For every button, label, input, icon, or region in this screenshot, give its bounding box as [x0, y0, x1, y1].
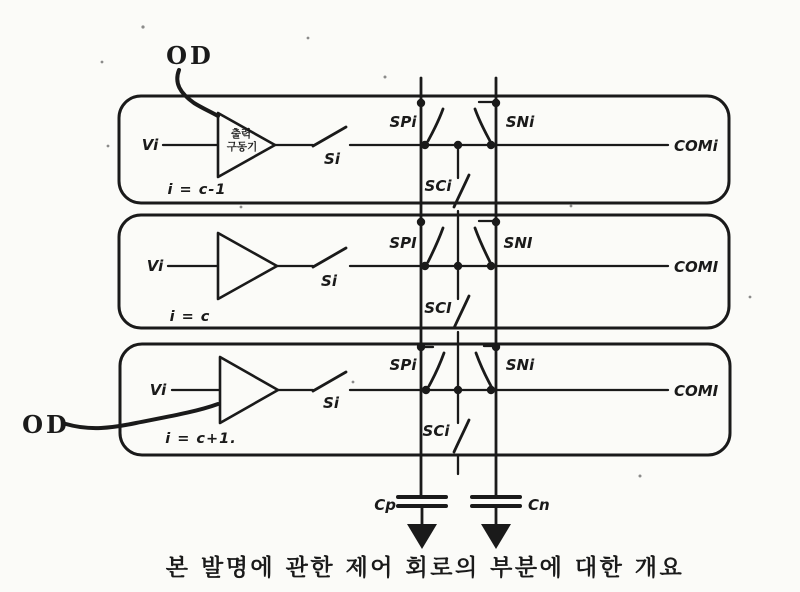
bus-tap-dot [417, 218, 425, 226]
channel-row-1 [119, 96, 729, 266]
sp-switch-blade [428, 109, 443, 141]
capacitor-label: Cp [374, 496, 396, 514]
driver-triangle [218, 233, 277, 299]
driver-triangle [220, 357, 278, 423]
capacitor-cp [374, 496, 446, 549]
od-label: OD [22, 410, 70, 439]
figure-caption: 본 발명에 관한 제어 회로의 부분에 대한 개요 [165, 555, 685, 581]
sn-switch-label: SNi [505, 356, 535, 374]
junction-dot [487, 262, 495, 270]
sp-switch-blade [429, 353, 444, 386]
input-label: Vi [149, 381, 167, 399]
sc-switch-blade [454, 296, 469, 328]
driver-text-line2: 구동기 [226, 141, 258, 153]
series-switch-label: Si [324, 150, 340, 168]
channel-index-label: i = c [169, 309, 211, 325]
ground-arrow [481, 524, 511, 549]
output-label: COMI [674, 258, 719, 276]
driver-text-line1: 출력 [230, 128, 252, 140]
od-label: OD [166, 41, 214, 70]
sp-switch-blade [428, 228, 443, 262]
sn-switch-label: SNI [503, 234, 533, 252]
series-switch-blade [313, 248, 346, 267]
capacitor-cn [472, 496, 550, 549]
sc-switch-blade [454, 420, 469, 452]
sp-switch-label: SPi [389, 113, 417, 131]
series-switch-blade [313, 127, 346, 146]
od-pointer-curve [66, 404, 218, 428]
od-annotation-top [166, 41, 218, 116]
channel-index-label: i = c+1. [165, 431, 237, 447]
sc-switch-label: SCI [424, 299, 452, 317]
ground-arrow [407, 524, 437, 549]
sc-switch-label: SCi [424, 177, 452, 195]
output-label: COMI [674, 382, 719, 400]
bus-tap-dot [417, 99, 425, 107]
sp-switch-label: SPi [389, 356, 417, 374]
od-pointer-curve [177, 70, 218, 116]
output-label: COMi [674, 137, 718, 155]
sn-switch-blade [475, 109, 490, 141]
channel-row-3 [120, 343, 730, 474]
series-switch-blade [313, 372, 346, 391]
channel-index-label: i = c-1 [167, 182, 227, 198]
sc-switch-label: SCi [422, 422, 450, 440]
junction-dot [487, 141, 495, 149]
series-switch-label: Si [323, 394, 339, 412]
capacitor-label: Cn [528, 496, 550, 514]
sp-switch-label: SPI [389, 234, 417, 252]
sn-switch-label: SNi [505, 113, 535, 131]
sn-switch-blade [476, 353, 491, 386]
input-label: Vi [141, 136, 159, 154]
series-switch-label: Si [321, 272, 337, 290]
channel-row-2 [119, 215, 729, 390]
sn-switch-blade [475, 228, 490, 262]
input-label: Vi [146, 257, 164, 275]
